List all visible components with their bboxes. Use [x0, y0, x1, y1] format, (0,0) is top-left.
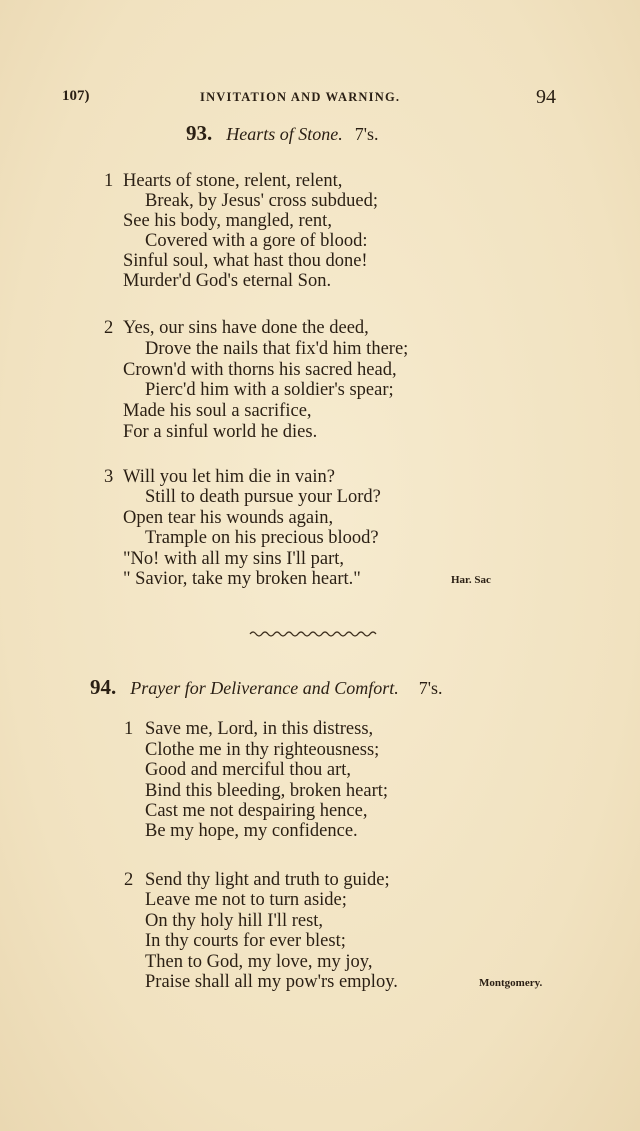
verse-line: Will you let him die in vain?: [123, 467, 335, 487]
hymn-attribution: Har. Sac: [451, 574, 491, 586]
verse-line: Trample on his precious blood?: [145, 528, 379, 548]
verse-line: Bind this bleeding, broken heart;: [145, 781, 389, 801]
verse-line: Crown'd with thorns his sacred head,: [123, 360, 397, 380]
verse-line: Cast me not despairing hence,: [145, 801, 368, 821]
verse-line: Murder'd God's eternal Son.: [123, 271, 332, 291]
hymn-title: Hearts of Stone.: [226, 124, 343, 144]
verse-line: Made his soul a sacrifice,: [123, 401, 312, 421]
verse-line: In thy courts for ever blest;: [145, 931, 346, 951]
stanza-number: 2: [104, 318, 114, 338]
verse-line: Praise shall all my pow'rs employ.: [145, 972, 398, 992]
verse-line: "No! with all my sins I'll part,: [123, 549, 345, 569]
verse-line: Still to death pursue your Lord?: [145, 487, 381, 507]
stanza-number: 3: [104, 467, 114, 487]
verse-line: Drove the nails that fix'd him there;: [145, 339, 409, 359]
hymn-93-heading: [186, 121, 640, 146]
page-number: 94: [536, 86, 556, 108]
hymn-meter: 7's.: [418, 678, 443, 698]
verse-line: Then to God, my love, my joy,: [145, 952, 373, 972]
verse-line: Break, by Jesus' cross subdued;: [145, 191, 379, 211]
stanza-number: 1: [124, 719, 134, 739]
verse-line: See his body, mangled, rent,: [123, 211, 332, 231]
verse-line: Sinful soul, what hast thou done!: [123, 251, 368, 271]
stanza-number: 2: [124, 870, 134, 890]
running-head-title: INVITATION AND WARNING.: [200, 90, 401, 104]
verse-line: Save me, Lord, in this distress,: [145, 719, 374, 739]
hymn-number: 94.: [90, 675, 117, 699]
verse-line: Yes, our sins have done the deed,: [123, 318, 369, 338]
verse-line: Good and merciful thou art,: [145, 760, 352, 780]
hymn-title: Prayer for Deliverance and Comfort.: [130, 678, 399, 698]
verse-line: Leave me not to turn aside;: [145, 890, 347, 910]
verse-line: Be my hope, my confidence.: [145, 821, 358, 841]
verse-line: Open tear his wounds again,: [123, 508, 334, 528]
running-head: [0, 86, 640, 110]
verse-line: Pierc'd him with a soldier's spear;: [145, 380, 394, 400]
verse-line: On thy holy hill I'll rest,: [145, 911, 324, 931]
ornamental-divider: [248, 628, 378, 640]
hymn-number: 93.: [186, 121, 213, 145]
verse-line: For a sinful world he dies.: [123, 422, 318, 442]
hymn-meter: 7's.: [354, 124, 379, 144]
verse-line: " Savior, take my broken heart.": [123, 569, 361, 589]
verse-line: Send thy light and truth to guide;: [145, 870, 390, 890]
running-head-left: 107): [62, 88, 90, 104]
verse-line: Clothe me in thy righteousness;: [145, 740, 380, 760]
stanza-number: 1: [104, 171, 114, 191]
verse-line: Hearts of stone, relent, relent,: [123, 171, 343, 191]
verse-line: Covered with a gore of blood:: [145, 231, 368, 251]
hymn-94-heading: [90, 675, 640, 700]
hymn-attribution: Montgomery.: [479, 977, 543, 989]
